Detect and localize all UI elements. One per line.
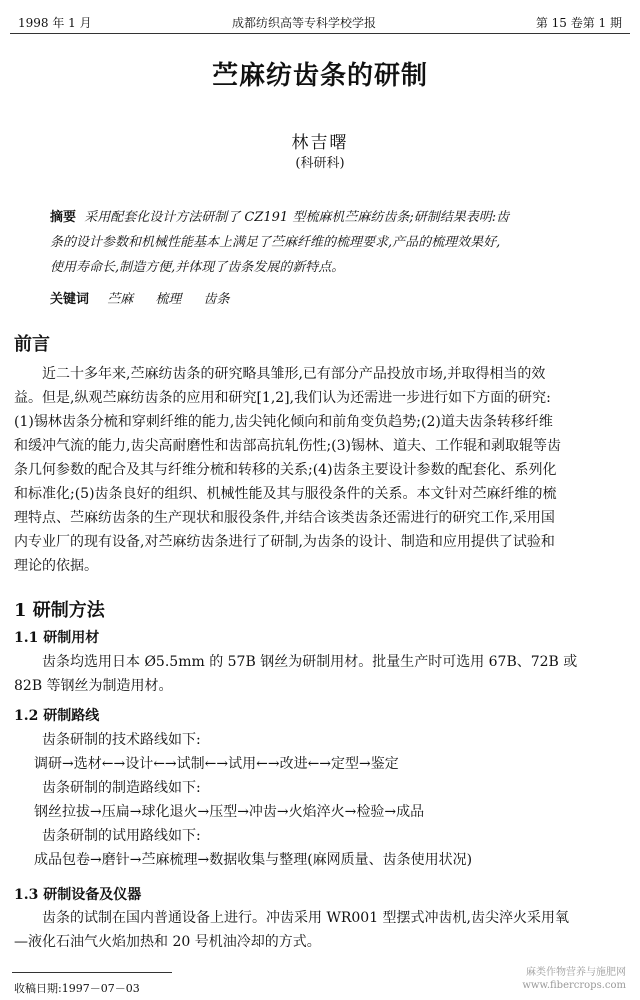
route-intro: 齿条研制的试用路线如下: xyxy=(42,828,201,844)
watermark xyxy=(522,966,626,992)
watermark-title: 麻类作物营养与施肥网 xyxy=(526,967,626,978)
abstract-line: 采用配套化设计方法研制了 CZ191 型梳麻机苎麻纺齿条;研制结果表明:齿 xyxy=(84,210,510,225)
abstract-label: 摘要 xyxy=(50,210,77,225)
keyword: 梳理 xyxy=(155,292,182,307)
paragraph-line: 条几何参数的配合及其与纤维分梳和转移的关系;(4)齿条主要设计参数的配套化、系列化 xyxy=(14,462,557,478)
keyword: 苎麻 xyxy=(107,292,134,307)
header-rule xyxy=(10,33,630,34)
paragraph-line: 理论的依据。 xyxy=(14,558,98,574)
route-intro: 齿条研制的制造路线如下: xyxy=(42,780,201,796)
paragraph-line: 和标准化;(5)齿条良好的组织、机械性能及其与服役条件的关系。本文针对苎麻纤维的梳 xyxy=(14,486,557,502)
abstract-line: 条的设计参数和机械性能基本上满足了苎麻纤维的梳理要求,产品的梳理效果好, xyxy=(50,235,501,250)
affiliation: (科研科) xyxy=(295,156,345,171)
paragraph-line: 近二十多年来,苎麻纺齿条的研究略具雏形,已有部分产品投放市场,并取得相当的效 xyxy=(42,366,546,382)
page-title: 苎麻纺齿条的研制 xyxy=(211,61,428,91)
paragraph-line: —液化石油气火焰加热和 20 号机油冷却的方式。 xyxy=(14,934,321,950)
abstract-line: 使用寿命长,制造方便,并体现了齿条发展的新特点。 xyxy=(50,260,345,275)
manufacturing-route: 钢丝拉拔→压扁→球化退火→压型→冲齿→火焰淬火→检验→成品 xyxy=(34,804,425,820)
paragraph-line: 齿条的试制在国内普通设备上进行。冲齿采用 WR001 型摆式冲齿机,齿尖淬火采用氧 xyxy=(42,910,570,926)
intro-heading: 前言 xyxy=(14,334,50,355)
section-1-heading: 1 研制方法 xyxy=(14,600,105,621)
paragraph-line: 内专业厂的现有设备,对苎麻纺齿条进行了研制,为齿条的设计、制造和应用提供了试验和 xyxy=(14,534,555,550)
abstract xyxy=(50,205,509,280)
route-intro: 齿条研制的技术路线如下: xyxy=(42,732,201,748)
paragraph-line: 齿条均选用日本 Ø5.5mm 的 57B 钢丝为研制用材。批量生产时可选用 67B、72B 或 xyxy=(42,654,578,670)
section-1-1-heading: 1.1 研制用材 xyxy=(14,630,100,646)
section-1-1-paragraph xyxy=(14,650,577,698)
tech-route: 调研→选材←→设计←→试制←→试用←→改进←→定型→鉴定 xyxy=(34,756,399,772)
trial-route: 成品包卷→磨针→苎麻梳理→数据收集与整理(麻网质量、齿条使用状况) xyxy=(34,852,473,868)
keywords xyxy=(50,288,247,307)
watermark-url: www.fibercrops.com xyxy=(522,980,626,991)
intro-paragraph xyxy=(14,362,561,578)
paragraph-line: 和缓冲气流的能力,齿尖高耐磨性和齿部高抗轧伤性;(3)锡林、道夫、工作辊和剥取辊等齿 xyxy=(14,438,561,454)
received-date: 收稿日期:1997－07－03 xyxy=(14,982,140,995)
section-1-2-heading: 1.2 研制路线 xyxy=(14,708,100,724)
section-1-3-heading: 1.3 研制设备及仪器 xyxy=(14,887,142,903)
paragraph-line: (1)锡林齿条分梳和穿刺纤维的能力,齿尖钝化倾向和前角变负趋势;(2)道夫齿条转移纤维 xyxy=(14,414,553,430)
section-1-2-body xyxy=(14,728,472,872)
footnote-rule xyxy=(12,972,172,973)
header-date: 1998 年 1 月 xyxy=(18,16,92,30)
paragraph-line: 益。但是,纵观苎麻纺齿条的应用和研究[1,2],我们认为还需进一步进行如下方面的研究: xyxy=(14,390,551,406)
header-journal: 成都纺织高等专科学校学报 xyxy=(232,16,377,30)
paragraph-line: 理特点、苎麻纺齿条的生产现状和服役条件,并结合该类齿条还需进行的研究工作,采用国 xyxy=(14,510,555,526)
keyword: 齿条 xyxy=(203,292,230,307)
section-1-3-paragraph xyxy=(14,906,569,954)
paragraph-line: 82B 等钢丝为制造用材。 xyxy=(14,678,173,694)
header-volume: 第 15 卷第 1 期 xyxy=(535,16,622,30)
keywords-label: 关键词 xyxy=(50,292,90,307)
author: 林吉曙 xyxy=(291,133,349,153)
